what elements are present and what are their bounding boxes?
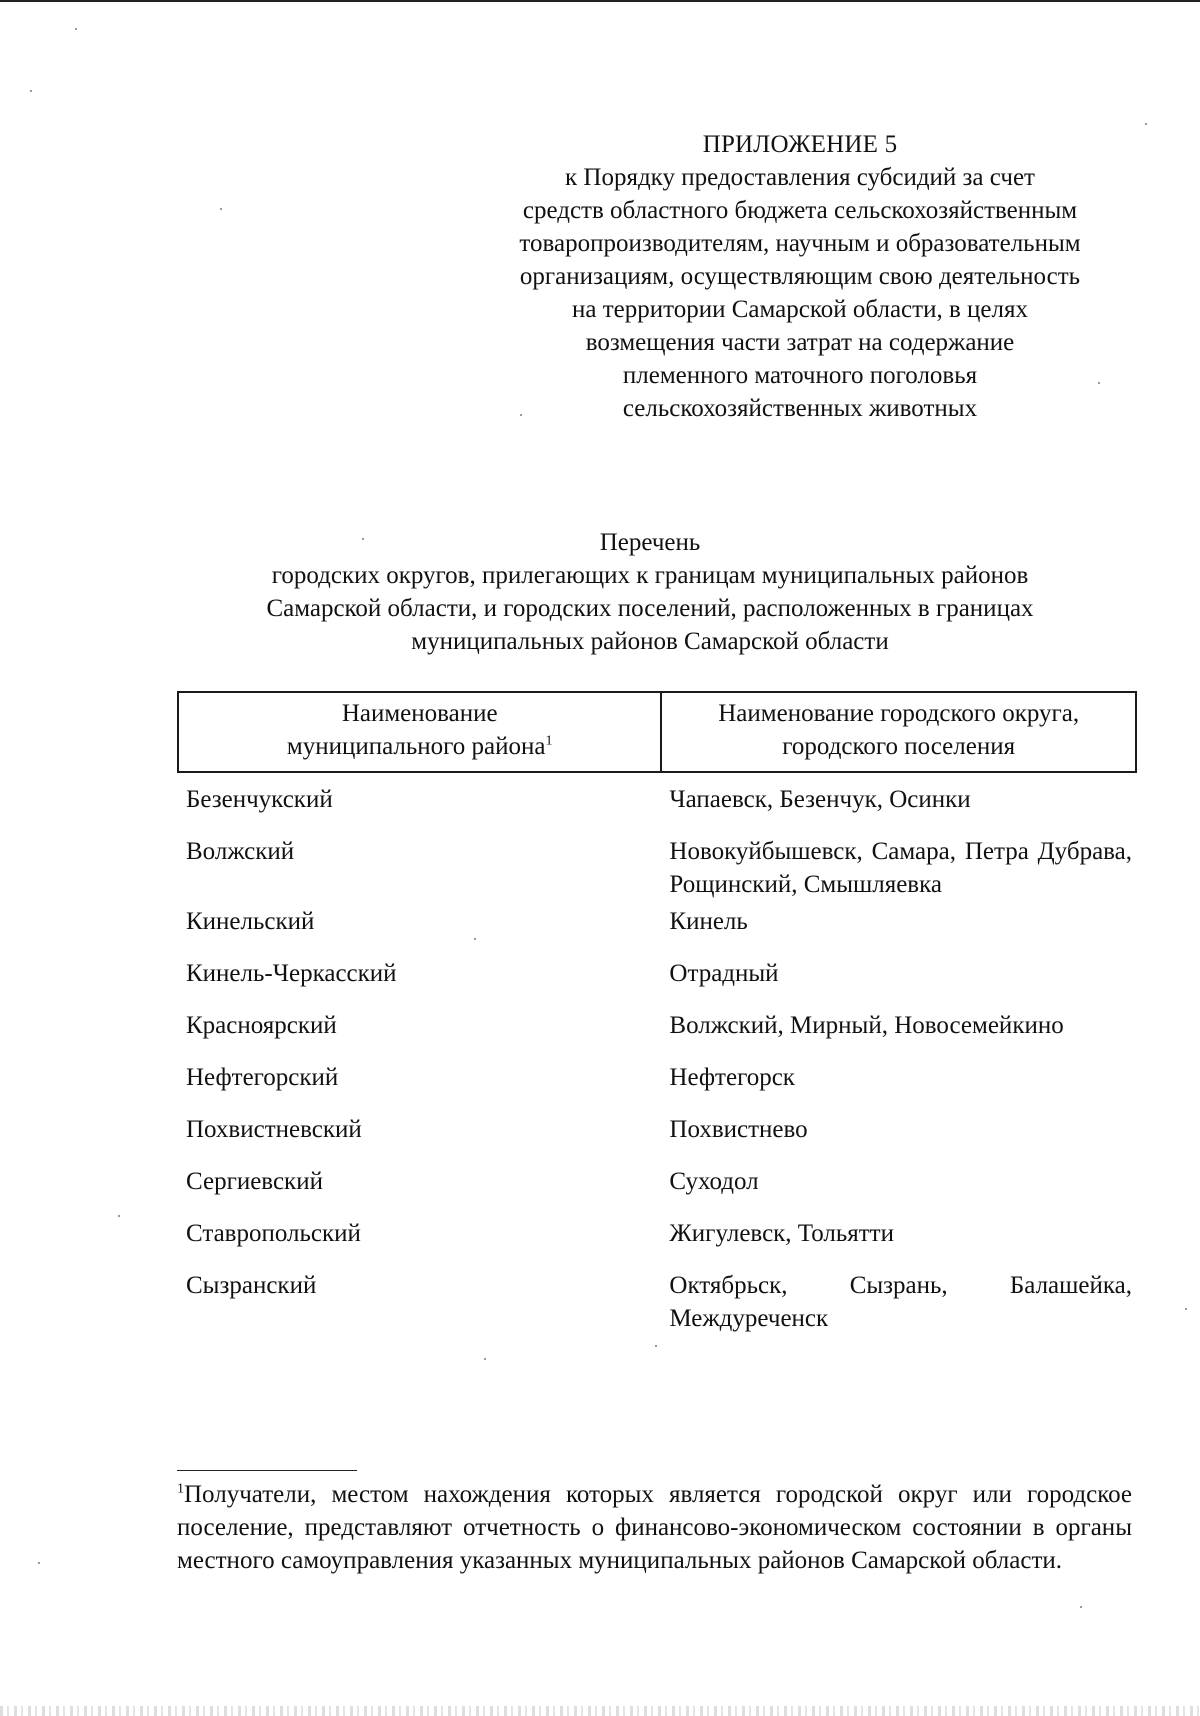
appendix-line: сельскохозяйственных животных: [622, 395, 978, 422]
table-row: [178, 905, 1136, 957]
footnote: [177, 1478, 1132, 1577]
town-names: Новокуйбышевск, Самара, Петра Дубрава, Рощинский, Смышляевка: [669, 838, 1132, 898]
footnote-reference: 1: [545, 733, 553, 749]
appendix-line: товаропроизводителям, научным и образовательным: [519, 230, 1081, 257]
town-names: Отрадный: [669, 960, 779, 987]
appendix-header: [470, 128, 1130, 425]
bottom-scan-edge: [0, 1706, 1200, 1716]
top-scan-border: [0, 0, 1200, 2]
district-name: Ставропольский: [186, 1220, 361, 1247]
scan-speck: [118, 1215, 120, 1217]
heading-title: Перечень: [599, 529, 701, 556]
district-name: Красноярский: [186, 1012, 337, 1039]
town-names: Нефтегорск: [669, 1064, 795, 1091]
district-name: Похвистневский: [186, 1116, 362, 1143]
scan-speck: [484, 1358, 486, 1360]
appendix-line: средств областного бюджета сельскохозяйственным: [522, 197, 1078, 224]
heading-line: муниципальных районов Самарской области: [411, 628, 889, 655]
scan-speck: [75, 28, 77, 30]
town-names: Суходол: [669, 1168, 759, 1195]
table-row: [178, 1269, 1136, 1354]
document-heading: [160, 526, 1140, 658]
table-row: [178, 1061, 1136, 1113]
scan-speck: [474, 938, 476, 940]
table-row: [178, 957, 1136, 1009]
scan-speck: [220, 208, 222, 210]
appendix-line: к Порядку предоставления субсидий за счет: [565, 164, 1035, 191]
town-names: Похвистнево: [669, 1116, 808, 1143]
header-district-line2-wrap: [185, 730, 654, 763]
header-district: [178, 692, 661, 772]
table-row: [178, 1113, 1136, 1165]
footnote-text: Получатели, местом нахождения которых является городской округ или городское поселение, представляют отчетность о финансово-экономическом состоянии в органы местного самоуправления указанных муниципальных районов Самарской области.: [177, 1481, 1132, 1574]
table-row: [178, 772, 1136, 835]
appendix-line: возмещения части затрат на содержание: [585, 329, 1015, 356]
footnote-mark: 1: [177, 1481, 184, 1497]
heading-line: Самарской области, и городских поселений, расположенных в границах: [266, 595, 1034, 622]
scan-speck: [362, 538, 364, 540]
scan-speck: [1185, 1308, 1187, 1310]
appendix-line: организациям, осуществляющим свою деятельность: [519, 263, 1081, 290]
districts-table: [177, 691, 1137, 1354]
scan-speck: [655, 1345, 657, 1347]
town-names: Жигулевск, Тольятти: [669, 1220, 894, 1247]
footnote-separator: [177, 1470, 357, 1471]
town-names: Чапаевск, Безенчук, Осинки: [669, 786, 971, 813]
scan-speck: [1080, 1606, 1082, 1608]
appendix-title: ПРИЛОЖЕНИЕ 5: [702, 131, 898, 158]
scan-speck: [38, 1562, 40, 1564]
table-row: [178, 1009, 1136, 1061]
appendix-line: племенного маточного поголовья: [622, 362, 978, 389]
header-district-line2: муниципального района: [286, 733, 546, 760]
header-district-line1: Наименование: [341, 700, 498, 727]
district-name: Кинельский: [186, 908, 315, 935]
table-header-row: [178, 692, 1136, 772]
district-name: Волжский: [186, 838, 295, 865]
appendix-line: на территории Самарской области, в целях: [572, 296, 1028, 323]
district-name: Кинель-Черкасский: [186, 960, 397, 987]
table-row: [178, 1217, 1136, 1269]
district-name: Нефтегорский: [186, 1064, 339, 1091]
town-names: Волжский, Мирный, Новосемейкино: [669, 1012, 1064, 1039]
district-name: Сергиевский: [186, 1168, 323, 1195]
scan-speck: [30, 90, 32, 92]
scan-speck: [1098, 382, 1100, 384]
town-names: Октябрьск, Сызрань, Балашейка, Междуреченск: [669, 1272, 1132, 1332]
town-names: Кинель: [669, 908, 748, 935]
heading-line: городских округов, прилегающих к границам муниципальных районов: [271, 562, 1029, 589]
district-name: Безенчукский: [186, 786, 333, 813]
header-town-line2: городского поселения: [782, 733, 1016, 760]
header-town-line1: Наименование городского округа,: [718, 700, 1080, 727]
scan-speck: [1145, 123, 1147, 125]
table-row: [178, 1165, 1136, 1217]
scan-speck: [520, 414, 522, 416]
header-town: [661, 692, 1136, 772]
table-row: [178, 835, 1136, 905]
district-name: Сызранский: [186, 1272, 317, 1299]
